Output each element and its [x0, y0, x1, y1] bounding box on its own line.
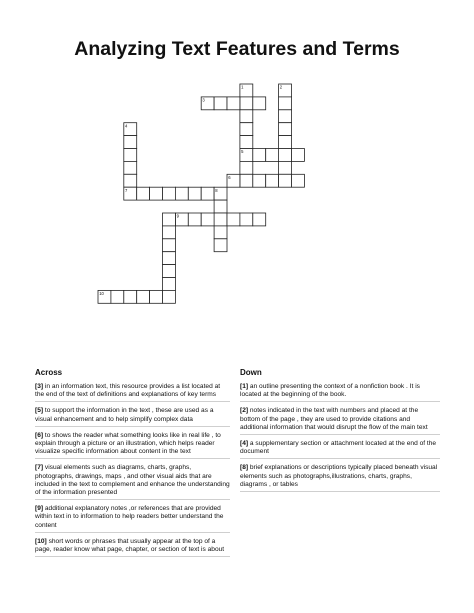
down-clue: [240, 464, 440, 492]
clue-text: notes indicated in the text with numbers and placed at the bottom of the page , they are used to provide citations and additional information that would disrupt the flow of the main text: [240, 407, 428, 431]
grid-cell[interactable]: [240, 136, 253, 149]
grid-cell[interactable]: [163, 252, 176, 265]
grid-cell[interactable]: [279, 149, 292, 162]
grid-cell[interactable]: [111, 290, 124, 303]
grid-cell[interactable]: [124, 149, 137, 162]
grid-cell[interactable]: [240, 161, 253, 174]
clue-number: [1]: [240, 383, 249, 390]
grid-cell[interactable]: [279, 110, 292, 123]
grid-cell[interactable]: [279, 123, 292, 136]
grid-cell[interactable]: [188, 213, 201, 226]
grid-cell[interactable]: [279, 161, 292, 174]
grid-cell[interactable]: [163, 239, 176, 252]
cell-number: 5: [241, 149, 244, 155]
across-clue: [35, 407, 230, 426]
clue-text: short words or phrases that usually appear at the top of a page, reader know what page, chapter, or section of text is about: [35, 537, 225, 554]
grid-cell[interactable]: [292, 149, 305, 162]
cell-number: 3: [202, 97, 205, 103]
grid-cell[interactable]: [253, 149, 266, 162]
clue-text: visual elements such as diagrams, charts, graphs, photographs, drawings, maps , and other visual aids that are included in the text to complement and enhance the understanding of the information presented: [35, 464, 230, 497]
down-heading: Down: [240, 368, 262, 377]
clue-text: an outline presenting the context of a nonfiction book . It is located at the beginning of the book.: [240, 383, 420, 399]
grid-cell[interactable]: [188, 187, 201, 200]
grid-cell[interactable]: [227, 213, 240, 226]
cell-number: 1: [241, 84, 244, 90]
cell-number: 6: [228, 174, 231, 180]
grid-cell[interactable]: [240, 123, 253, 136]
down-clue-list: [240, 383, 440, 497]
clue-text: to support the information in the text , these are used as a visual enhancement and to help simplify complex data: [35, 407, 214, 423]
grid-cell[interactable]: [253, 213, 266, 226]
grid-cell[interactable]: [266, 174, 279, 187]
clue-text: to shows the reader what something looks like in real life , to explain through a picture or an illustration, which helps reader visualize specific information about content in the text: [35, 431, 221, 456]
grid-cell[interactable]: [163, 290, 176, 303]
grid-cell[interactable]: [214, 226, 227, 239]
grid-cell[interactable]: [279, 136, 292, 149]
clue-text: additional explanatory notes ,or references that are provided within text in to information to help readers better understand the content: [35, 505, 224, 529]
grid-cell[interactable]: [266, 149, 279, 162]
across-clue-list: [35, 383, 230, 562]
grid-cell[interactable]: [279, 97, 292, 110]
grid-cell[interactable]: [163, 278, 176, 291]
grid-cell[interactable]: [214, 200, 227, 213]
grid-cell[interactable]: [240, 110, 253, 123]
grid-cell[interactable]: [214, 97, 227, 110]
clue-number: [8]: [240, 464, 249, 472]
grid-cell[interactable]: [124, 174, 137, 187]
clue-number: [9]: [35, 505, 44, 513]
grid-cell[interactable]: [175, 187, 188, 200]
down-clue: [240, 440, 440, 459]
clue-number: [7]: [35, 464, 44, 472]
across-clue: [35, 432, 230, 460]
grid-cell[interactable]: [240, 213, 253, 226]
cell-number: 8: [215, 187, 218, 193]
grid-cell[interactable]: [253, 174, 266, 187]
grid-cell[interactable]: [137, 187, 150, 200]
cell-number: 2: [279, 84, 283, 90]
across-heading: Across: [35, 368, 63, 377]
grid-cell[interactable]: [163, 187, 176, 200]
grid-cell[interactable]: [163, 213, 176, 226]
grid-cell[interactable]: [240, 97, 253, 110]
clue-number: [3]: [35, 383, 44, 390]
puzzle-title: Analyzing Text Features and Terms: [74, 38, 400, 60]
grid-cell[interactable]: [214, 213, 227, 226]
clue-text: in an information text, this resource provides a list located at the end of the text of definitions and explanations of key terms: [35, 383, 221, 399]
grid-cell[interactable]: [201, 187, 214, 200]
grid-cell[interactable]: [137, 290, 150, 303]
clue-number: [10]: [35, 537, 47, 545]
grid-cell[interactable]: [150, 290, 163, 303]
grid-cell[interactable]: [150, 187, 163, 200]
grid-cell[interactable]: [279, 174, 292, 187]
grid-cell[interactable]: [163, 265, 176, 278]
across-clue: [35, 464, 230, 500]
grid-cell[interactable]: [214, 239, 227, 252]
across-clue: [35, 505, 230, 533]
grid-cell[interactable]: [292, 174, 305, 187]
cell-number: 4: [125, 123, 128, 129]
clue-number: [5]: [35, 407, 44, 415]
across-clue: [35, 383, 230, 402]
grid-cell[interactable]: [163, 226, 176, 239]
clue-text: brief explanations or descriptions typically placed beneath visual elements such as photographs,illustrations, charts, graphs, diagrams , or tables: [240, 464, 438, 488]
grid-cell[interactable]: [124, 290, 137, 303]
grid-cell[interactable]: [227, 97, 240, 110]
clue-number: [2]: [240, 407, 249, 415]
cell-number: 9: [176, 213, 179, 219]
grid-cell[interactable]: [201, 213, 214, 226]
clue-number: [4]: [240, 440, 249, 448]
across-clue: [35, 538, 230, 557]
grid-cell[interactable]: [253, 97, 266, 110]
cell-number: 7: [125, 187, 128, 193]
grid-cell[interactable]: [240, 174, 253, 187]
cell-number: 10: [99, 291, 104, 296]
clue-number: [6]: [35, 431, 44, 439]
clue-text: a supplementary section or attachment located at the end of the document: [240, 440, 437, 456]
down-clue: [240, 383, 440, 402]
down-clue: [240, 407, 440, 435]
grid-cell[interactable]: [124, 161, 137, 174]
grid-cell[interactable]: [124, 136, 137, 149]
